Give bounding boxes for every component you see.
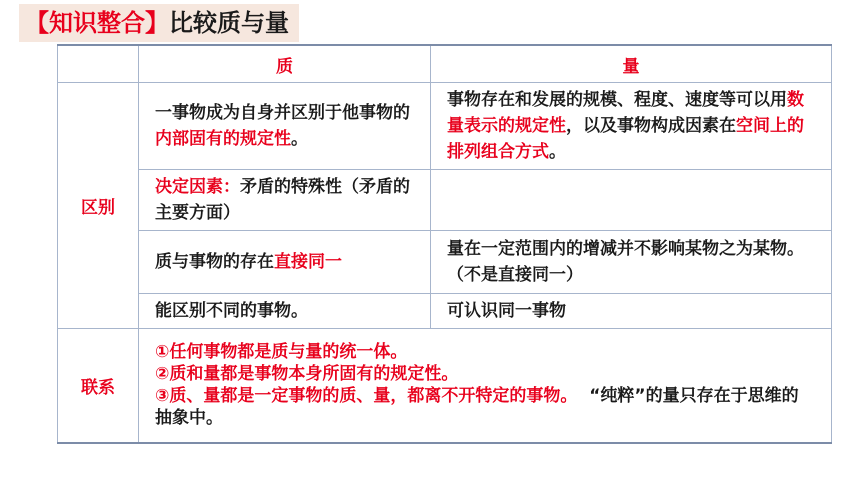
table-row bbox=[58, 294, 832, 329]
header-blank bbox=[58, 45, 139, 83]
link-content bbox=[139, 329, 832, 443]
table-row bbox=[58, 170, 832, 231]
link-point-2: ②质和量都是事物本身所固有的规定性。 bbox=[155, 364, 459, 385]
link-row bbox=[58, 329, 832, 443]
table-row bbox=[58, 83, 832, 170]
quantity-determinant bbox=[431, 170, 832, 231]
title-bracket: 【知识整合】 bbox=[25, 9, 169, 37]
comparison-table bbox=[57, 44, 832, 444]
quantity-definition: 事物存在和发展的规模、程度、速度等可以用数量表示的规定性，以及事物构成因素在空间上的排列组合方式。 bbox=[431, 83, 832, 170]
header-quantity: 量 bbox=[431, 45, 832, 83]
quality-identity: 质与事物的存在直接同一 bbox=[139, 231, 431, 294]
quality-determinant: 决定因素：矛盾的特殊性（矛盾的主要方面） bbox=[139, 170, 431, 231]
link-point-3-tail: “纯粹”的量只存在于思维的抽象中。 bbox=[155, 386, 799, 429]
table-row bbox=[58, 231, 832, 294]
link-label: 联系 bbox=[58, 329, 139, 443]
link-point-1: ①任何事物都是质与量的统一体。 bbox=[155, 342, 408, 363]
header-row bbox=[58, 45, 832, 83]
section-title bbox=[19, 4, 299, 42]
diff-label: 区别 bbox=[58, 83, 139, 329]
quality-definition: 一事物成为自身并区别于他事物的内部固有的规定性。 bbox=[139, 83, 431, 170]
title-text: 比较质与量 bbox=[169, 9, 289, 37]
quality-function: 能区别不同的事物。 bbox=[139, 294, 431, 329]
quantity-identity: 量在一定范围内的增减并不影响某物之为某物。（不是直接同一） bbox=[431, 231, 832, 294]
quantity-function: 可认识同一事物 bbox=[431, 294, 832, 329]
header-quality: 质 bbox=[139, 45, 431, 83]
link-point-3: ③质、量都是一定事物的质、量，都离不开特定的事物。 bbox=[155, 386, 578, 407]
